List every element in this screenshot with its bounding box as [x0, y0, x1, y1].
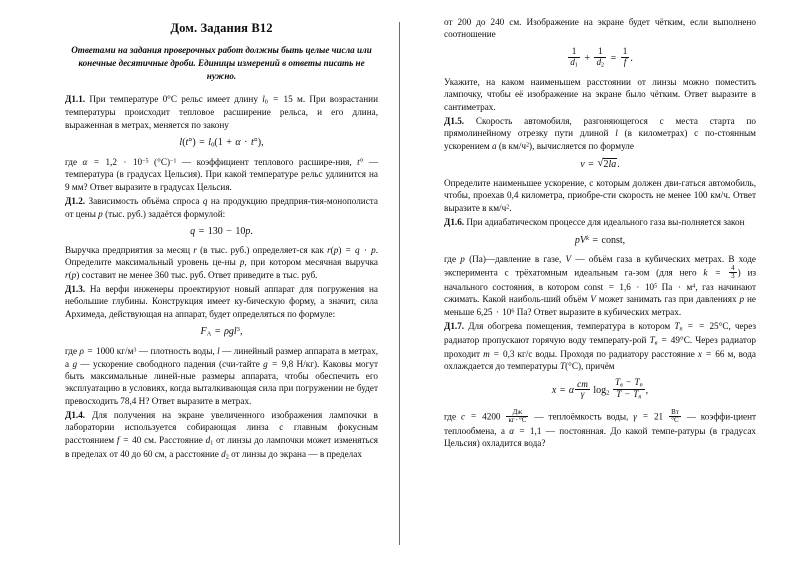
task-d1-2-text-2: Выручка предприятия за месяц r (в тыс. руб.) определяет‑ся как r(p) = q · p. Определите максимальный уровень це‑ны p, при котором месячная выручка r(p) составит не менее 360 тыс. руб. Ответ приведите в тыс. руб. — [65, 244, 379, 280]
formula-d1-3: $F_A = \rho gl^3$, — [200, 326, 243, 338]
task-d1-4-text: Д1.4. Для получения на экране увеличенного изображения лампочки в лаборатории используется собирающая линза с главным фокусным расстоянием f = 40 см. Расстояние $d_1$ от линзы до лампочки может изменяться в пределах от 40 до 60 см, а расстояние $d_2$ от линзы до экрана — в пределах — [65, 410, 379, 461]
formula-d1-5: v = √ 2la. — [444, 158, 756, 170]
column-divider — [399, 22, 400, 545]
task-d1-5-number: Д1.5. — [444, 115, 465, 126]
task-d1-6-text: Д1.6. При адиабатическом процессе для идеального газа вы‑полняется закон — [444, 217, 745, 228]
task-d1-4-number: Д1.4. — [65, 410, 86, 421]
formula-d1-4: $\frac{1}{d_1}$ + $\frac{1}{d_2}$ = $\frac{1}{f}$ . — [570, 45, 633, 69]
task-d1-1-number: Д1.1. — [65, 93, 86, 104]
task-d1-3-text: Д1.3. На верфи инженеры проектируют новый аппарат для погружения на небольшие глубины. Конструкция имеет ку‑бическую форму, а значит, сила Архимеда, действующая на аппарат, будет определяться по формуле: — [65, 284, 378, 319]
formula-d1-2: q = 130 − 10p. — [190, 225, 253, 237]
task-d1-7-text: Д1.7. Для обогрева помещения, температура в котором $T_п$ = = 25°C, через радиатор пропускают горячую воду температу‑рой $T_в = 49^\circ C$. Через радиатор проходит m = 0,3 кг/с воды. Проходя по радиатору расстояние x = 66 м, вода охлаждается до температуры T(°C), причём — [444, 321, 757, 371]
task-d1-2-text: Д1.2. Зависимость объёма спроса q на продукцию предприя‑тия-монополиста от цены p (тыс. руб.) задаётся формулой: — [65, 196, 378, 219]
page-title: Дом. Задания В12 — [170, 21, 273, 35]
task-d1-3-number: Д1.3. — [65, 284, 86, 295]
left-column — [65, 16, 378, 463]
formula-d1-7: x = α $\frac{cm}{\gamma}$ $\log_2$ $\frac{T_в - T_п}{T - T_п}$ , — [551, 377, 649, 402]
right-column — [444, 16, 756, 451]
task-d1-6-number: Д1.6. — [444, 217, 465, 228]
task-d1-5-text-2: Определите наименьшее ускорение, с которым должен дви‑гаться автомобиль, чтобы, проехав 0,4 километра, приобре‑сти скорость не менее 100 км/ч. Ответ выразите в $км/ч^2$. — [444, 178, 756, 213]
formula-d1-6: $pV^k$ = const, — [574, 234, 626, 246]
task-d1-3-text-2: где ρ = 1000 $кг/м^3$ — плотность воды, l — линейный размер аппарата в метрах, а g — ускорение свободного падения (счи‑тайте g = 9,8 Н/кг). Каковы могут быть максимальные линей‑ные размеры аппарата, чтобы обеспечить его эксплуатацию в условиях, когда выталкивающая сила при погружении не будет превосходить 78,4 Н? Ответ выразите в метрах. — [65, 346, 379, 406]
task-d1-7-text-2: где c = 4200 $\frac{Дж}{кг\cdot^\circ C}$ — теплоёмкость воды, γ = 21 $\frac{Вт}{^\circ C}$ — коэффи‑циент теплообмена, а α = 1,1 — постоянная. До какой темпе‑ратуры (в градусах Цельсия) охладится вода? — [444, 407, 757, 448]
task-d1-1-text: Д1.1. При температуре 0°C рельс имеет длину $l_0 = 15$ м. При возрастании температуры происходит тепловое расширение рельса, и его длина, выраженная в метрах, меняется по закону — [65, 93, 379, 130]
task-d1-4-continued-text-2: Укажите, на каком наименьшем расстоянии от линзы можно поместить лампочку, чтобы её изображение на экране было чётким. Ответ выразите в сантиметрах. — [444, 76, 756, 112]
formula-d1-1: $l(t^\circ) = l_0(1 + \alpha \cdot t^\circ)$, — [179, 137, 264, 149]
intro-note: Ответами на задания проверочных работ должны быть целые числа или конечные десятичные дроби. Единицы измерений в ответы писать не нужно. — [71, 44, 372, 81]
task-d1-6-text-2: где p (Па)—давление в газе, V — объём газа в кубических метрах. В ходе эксперимента с трёхатомным идеальным га‑зом (для него k = $\frac{4}{3}$ ) из начального состояния, в котором const = $1,6 \cdot 10^5$ Па · $м^4$, газ начинают сжимать. Какой наиболь‑ший объём V может занимать газ при давлениях p не меньше $6,25 \cdot 10^6$ Па? Ответ выразите в кубических метрах. — [444, 253, 756, 317]
task-d1-4-continued-text: от 200 до 240 см. Изображение на экране будет чётким, если выполнено соотношение — [444, 17, 756, 40]
task-d1-1-text-2: где $\alpha = 1,2 \cdot 10^{-5}$ $(^\circ C)^{-1}$ — коэффициент теплового расшире‑ния, t° — температура (в градусах Цельсия). При какой температуре рельс удлинится на 9 мм? Ответ выразите в градусах Цельсия. — [65, 157, 379, 192]
task-d1-7-number: Д1.7. — [444, 321, 465, 332]
task-d1-5-text: Д1.5. Скорость автомобиля, разгоняющегося с места старта по прямолинейному отрезку пути длиной l (в километрах) с по‑стоянным ускорением a (в $км/ч^2$), вычисляется по формуле — [444, 115, 756, 151]
task-d1-2-number: Д1.2. — [65, 196, 86, 207]
